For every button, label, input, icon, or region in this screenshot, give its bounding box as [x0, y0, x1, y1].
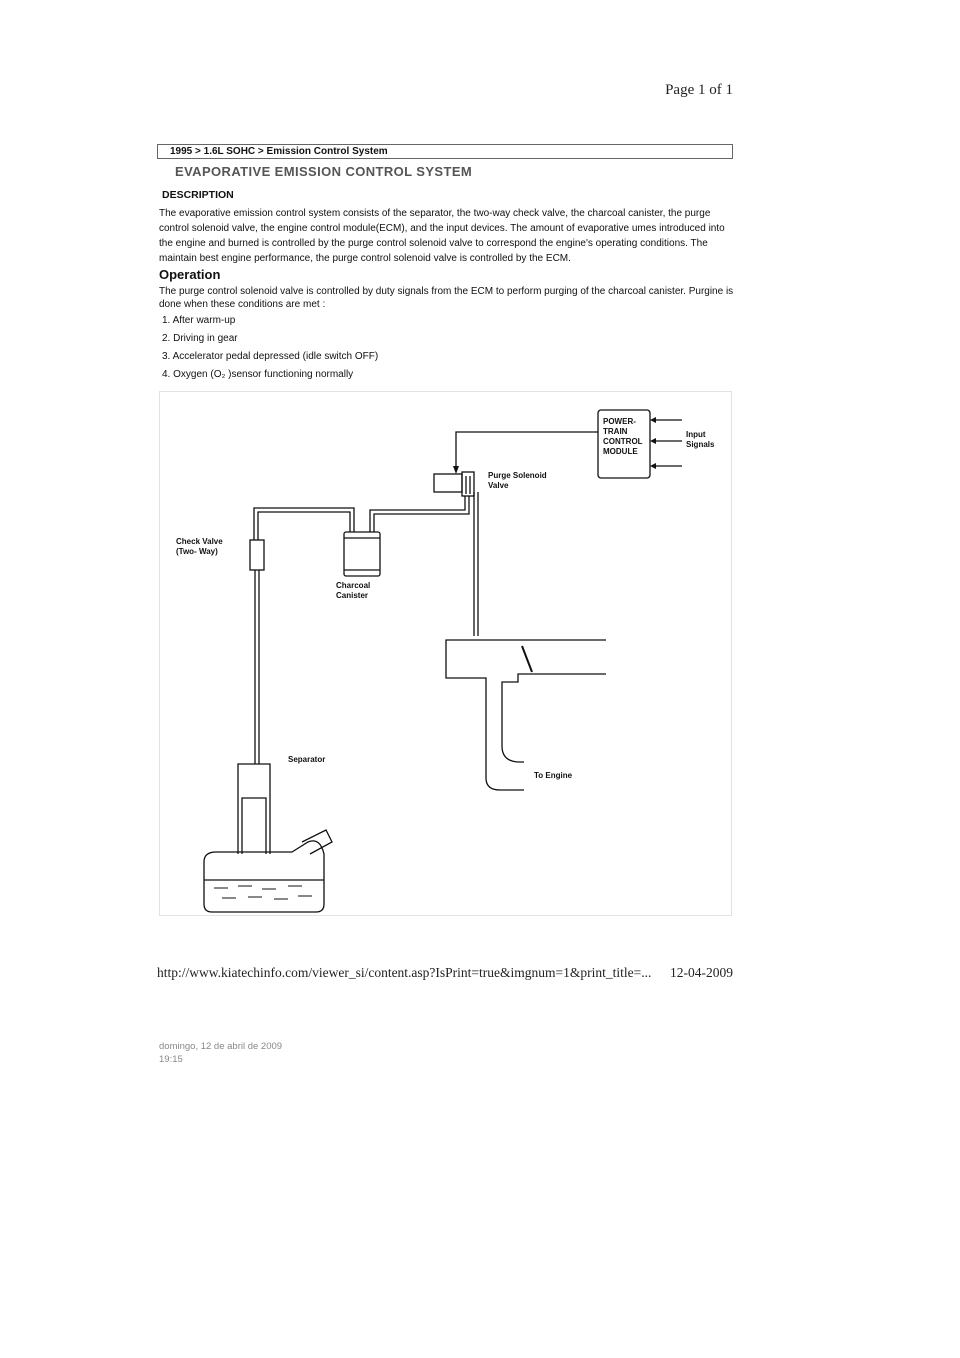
throttle-plate — [522, 646, 532, 672]
footer-url: http://www.kiatechinfo.com/viewer_si/content.asp?IsPrint=true&imgnum=1&print_title=... — [157, 965, 652, 980]
intake-pipe-inner — [502, 674, 606, 762]
svg-text:MODULE: MODULE — [603, 447, 638, 456]
list-item: 3. Accelerator pedal depressed (idle switch OFF) — [162, 351, 379, 362]
operation-text: The purge control solenoid valve is controlled by duty signals from the ECM to perform purging of the charcoal canister. Purgine is done when these conditions are met : — [159, 286, 734, 310]
purge-valve-body — [434, 474, 462, 492]
diagram-svg — [160, 392, 731, 915]
note-time: 19:15 — [159, 1054, 183, 1065]
footer-date: 12-04-2009 — [670, 965, 733, 980]
list-item: 4. Oxygen (O₂ )sensor functioning normally — [162, 369, 354, 380]
description-text: The evaporative emission control system consists of the separator, the two-way check valve, the charcoal canister, the purge control solenoid valve, the engine control module(ECM), and the input devices. The amount of evaporative umes introduced into the engine and burned is controlled by the purge control solenoid valve to correspond the engine's operating conditions. The maintain best engine performance, the purge control solenoid valve is controlled by the ECM. — [159, 208, 725, 264]
check-valve — [250, 540, 264, 570]
input-signals-label: Input — [686, 430, 706, 439]
canister-label: Charcoal — [336, 581, 371, 590]
check-valve-label: Check Valve — [176, 537, 223, 546]
operation-heading: Operation — [159, 267, 221, 282]
svg-text:(Two- Way): (Two- Way) — [176, 547, 218, 556]
svg-text:Signals: Signals — [686, 440, 715, 449]
page-number: Page 1 of 1 — [665, 82, 733, 98]
purge-valve-port — [462, 472, 474, 496]
list-item: 1. After warm-up — [162, 315, 236, 326]
list-item: 2. Driving in gear — [162, 333, 238, 344]
canister-to-check-line — [254, 508, 354, 540]
svg-text:TRAIN: TRAIN — [603, 427, 628, 436]
pcm-label: POWER- — [603, 417, 636, 426]
fuel-tank — [204, 841, 324, 912]
to-engine-label: To Engine — [534, 771, 573, 780]
purge-valve-label: Purge Solenoid — [488, 471, 547, 480]
note-date: domingo, 12 de abril de 2009 — [159, 1041, 283, 1052]
svg-text:CONTROL: CONTROL — [603, 437, 643, 446]
evap-system-diagram — [159, 391, 732, 916]
intake-pipe-outer — [446, 640, 606, 790]
svg-text:Valve: Valve — [488, 481, 509, 490]
control-wire — [456, 432, 598, 468]
separator-column — [238, 764, 270, 854]
page-title: EVAPORATIVE EMISSION CONTROL SYSTEM — [175, 164, 473, 179]
separator-label: Separator — [288, 755, 326, 764]
conditions-list — [162, 314, 378, 386]
svg-text:Canister: Canister — [336, 591, 369, 600]
note-timestamp — [159, 1040, 282, 1066]
breadcrumb: 1995 > 1.6L SOHC > Emission Control System — [157, 144, 733, 159]
description-heading: DESCRIPTION — [162, 189, 234, 201]
